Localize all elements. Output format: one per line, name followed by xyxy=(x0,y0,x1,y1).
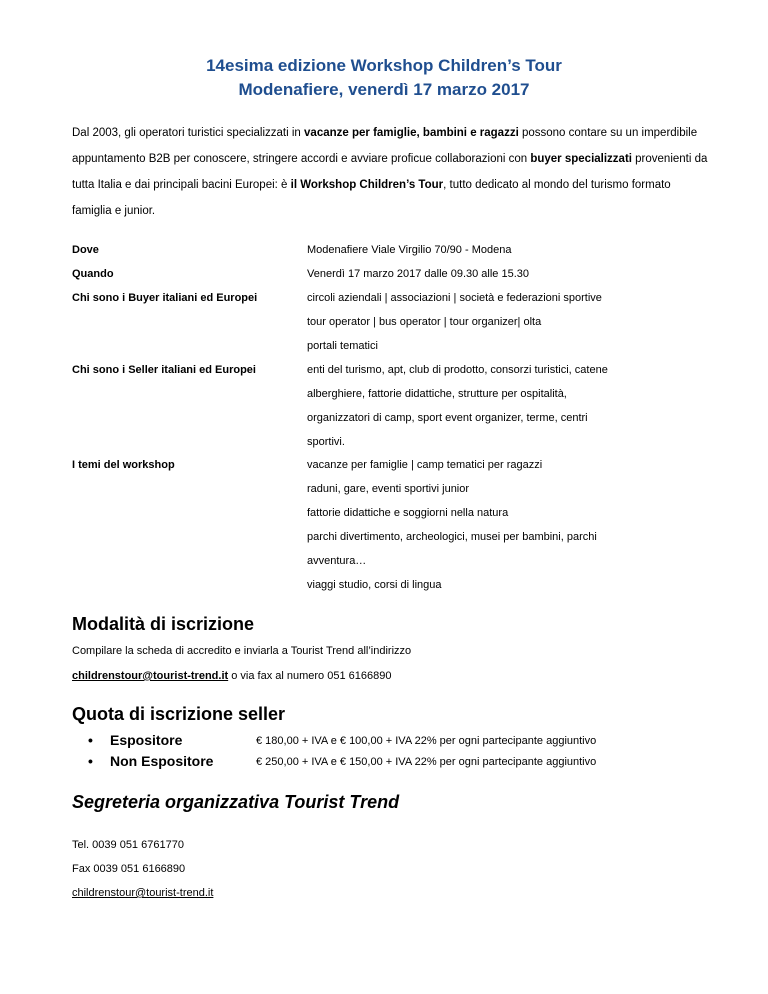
buyer-line: circoli aziendali | associazioni | società e federazioni sportive xyxy=(307,292,602,304)
buyer-label: Chi sono i Buyer italiani ed Europei xyxy=(72,292,258,304)
intro-text-4: , tutto dedicato al mondo del turismo formato famiglia e junior. xyxy=(72,179,671,217)
dove-value xyxy=(307,238,707,262)
title-line-1: 14esima edizione Workshop Children’s Tour xyxy=(206,56,562,75)
intro-bold-1: vacanze per famiglie, bambini e ragazzi xyxy=(304,127,519,139)
temi-line: avventura… xyxy=(307,555,367,567)
quando-value xyxy=(307,262,707,286)
segreteria-heading: Segreteria organizzativa Tourist Trend xyxy=(72,792,400,812)
intro-text-2: possono contare su un imperdibile appuntamento B2B per conoscere, stringere accordi e avviare proficue collaborazioni con xyxy=(72,127,698,165)
temi-line: vacanze per famiglie | camp tematici per ragazzi xyxy=(307,459,543,471)
bullet-icon: • xyxy=(88,753,93,769)
intro-paragraph xyxy=(72,120,712,224)
quota-item-fee: € 250,00 + IVA e € 150,00 + IVA 22% per ogni partecipante aggiuntivo xyxy=(256,756,597,768)
buyer-line: portali tematici xyxy=(307,340,378,352)
quota-item-label: Espositore xyxy=(110,732,183,748)
intro-bold-2: buyer specializzati xyxy=(530,153,632,165)
quando-line: Venerdì 17 marzo 2017 dalle 09.30 alle 15.30 xyxy=(307,268,529,280)
intro-text-3: provenienti da tutta Italia e dai principali bacini Europei: è xyxy=(72,153,708,191)
quota-item-espositore xyxy=(88,732,182,748)
quando-label: Quando xyxy=(72,268,114,280)
temi-line: raduni, gare, eventi sportivi junior xyxy=(307,483,470,495)
seller-line: sportivi. xyxy=(307,436,345,448)
seller-line: organizzatori di camp, sport event organizer, terme, centri xyxy=(307,412,588,424)
iscrizione-line-1: Compilare la scheda di accredito e inviarla a Tourist Trend all’indirizzo xyxy=(72,645,412,657)
quota-item-fee: € 180,00 + IVA e € 100,00 + IVA 22% per ogni partecipante aggiuntivo xyxy=(256,735,597,747)
dove-line: Modenafiere Viale Virgilio 70/90 - Modena xyxy=(307,244,512,256)
buyer-line: tour operator | bus operator | tour organizer| olta xyxy=(307,316,542,328)
seller-value xyxy=(307,358,707,454)
title-line-2: Modenafiere, venerdì 17 marzo 2017 xyxy=(238,80,530,99)
intro-bold-3: il Workshop Children’s Tour xyxy=(290,179,444,191)
quota-item-non-espositore xyxy=(88,753,213,769)
seller-line: alberghiere, fattorie didattiche, strutture per ospitalità, xyxy=(307,388,567,400)
iscrizione-line-2-rest: o via fax al numero 051 6166890 xyxy=(228,670,392,682)
segreteria-fax: Fax 0039 051 6166890 xyxy=(72,863,186,875)
seller-line: enti del turismo, apt, club di prodotto, consorzi turistici, catene xyxy=(307,364,608,376)
temi-value xyxy=(307,453,707,597)
quota-item-label: Non Espositore xyxy=(110,753,214,769)
intro-text-1: Dal 2003, gli operatori turistici specializzati in xyxy=(72,127,305,139)
temi-line: fattorie didattiche e soggiorni nella natura xyxy=(307,507,509,519)
temi-label: I temi del workshop xyxy=(72,459,175,471)
quota-heading: Quota di iscrizione seller xyxy=(72,704,286,724)
iscrizione-line-2 xyxy=(72,670,391,682)
segreteria-email-link[interactable]: childrenstour@tourist-trend.it xyxy=(72,887,214,899)
temi-line: viaggi studio, corsi di lingua xyxy=(307,579,442,591)
seller-label: Chi sono i Seller italiani ed Europei xyxy=(72,364,256,376)
dove-label: Dove xyxy=(72,244,99,256)
temi-line: parchi divertimento, archeologici, musei per bambini, parchi xyxy=(307,531,597,543)
buyer-value xyxy=(307,286,707,358)
iscrizione-heading: Modalità di iscrizione xyxy=(72,614,255,634)
bullet-icon: • xyxy=(88,732,93,748)
iscrizione-email-link[interactable]: childrenstour@tourist-trend.it xyxy=(72,670,229,682)
segreteria-tel: Tel. 0039 051 6761770 xyxy=(72,839,184,851)
